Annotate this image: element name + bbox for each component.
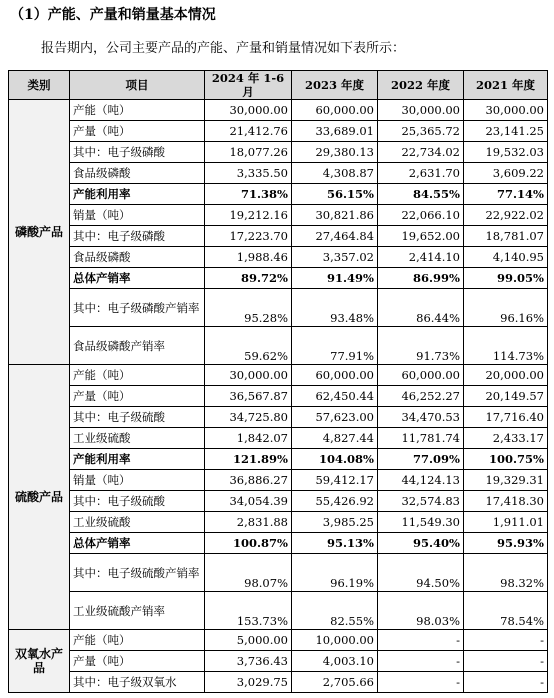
item-label: 其中：电子级硫酸产销率 [70,554,205,592]
item-label: 总体产销率 [70,533,205,554]
table-row [9,327,548,365]
intro-text: 报告期内，公司主要产品的产能、产量和销量情况如下表所示： [41,41,406,56]
value-cell: 19,532.03 [464,142,548,163]
value-cell: 3,609.22 [464,163,548,184]
value-cell: 1,842.07 [205,428,292,449]
value-cell: 100.75% [464,449,548,470]
value-cell: 17,418.30 [464,491,548,512]
value-cell: 34,054.39 [205,491,292,512]
value-cell: 84.55% [378,184,464,205]
value-cell: 30,000.00 [205,100,292,121]
table-row [9,651,548,672]
value-cell: 4,827.44 [292,428,378,449]
table-row [9,672,548,693]
value-cell: 20,000.00 [464,365,548,386]
value-cell: 2,433.17 [464,428,548,449]
item-label: 工业级硫酸产销率 [70,592,205,630]
value-cell: 94.50% [378,554,464,592]
item-label: 销量（吨） [70,470,205,491]
header-2021: 2021 年度 [464,71,548,100]
item-label: 其中：电子级磷酸产销率 [70,289,205,327]
value-cell: 1,988.46 [205,247,292,268]
table-row [9,592,548,630]
item-label: 其中：电子级磷酸 [70,142,205,163]
value-cell: - [378,630,464,651]
item-label: 总体产销率 [70,268,205,289]
value-cell: 30,821.86 [292,205,378,226]
table-row [9,491,548,512]
value-cell: 86.99% [378,268,464,289]
table-row [9,365,548,386]
value-cell: 62,450.44 [292,386,378,407]
value-cell: - [464,672,548,693]
value-cell: 29,380.13 [292,142,378,163]
category-cell: 磷酸产品 [9,100,70,365]
value-cell: 27,464.84 [292,226,378,247]
table-row [9,226,548,247]
value-cell: 3,357.02 [292,247,378,268]
value-cell: 30,000.00 [378,100,464,121]
table-row [9,268,548,289]
item-label: 其中：电子级硫酸 [70,407,205,428]
value-cell: 19,652.00 [378,226,464,247]
table-row [9,449,548,470]
value-cell: 56.15% [292,184,378,205]
production-sales-table [8,70,548,693]
table-row [9,163,548,184]
table-header-row [9,71,548,100]
item-label: 产量（吨） [70,121,205,142]
value-cell: 60,000.00 [292,100,378,121]
item-label: 产能（吨） [70,100,205,121]
value-cell: 25,365.72 [378,121,464,142]
table-row [9,407,548,428]
value-cell: 77.09% [378,449,464,470]
item-label: 工业级硫酸 [70,512,205,533]
value-cell: 55,426.92 [292,491,378,512]
value-cell: 4,140.95 [464,247,548,268]
table-row [9,533,548,554]
item-label: 其中：电子级硫酸 [70,491,205,512]
table-row [9,512,548,533]
value-cell: 21,412.76 [205,121,292,142]
header-2024h1: 2024 年 1-6 月 [205,71,292,100]
value-cell: 100.87% [205,533,292,554]
value-cell: 71.38% [205,184,292,205]
value-cell: 77.14% [464,184,548,205]
table-body [9,100,548,693]
value-cell: 20,149.57 [464,386,548,407]
item-label: 其中：电子级双氧水 [70,672,205,693]
value-cell: 19,212.16 [205,205,292,226]
item-label: 产能（吨） [70,365,205,386]
item-label: 产能（吨） [70,630,205,651]
value-cell: - [378,672,464,693]
value-cell: 3,029.75 [205,672,292,693]
item-label: 产量（吨） [70,651,205,672]
value-cell: 32,574.83 [378,491,464,512]
table-row [9,205,548,226]
value-cell: 91.49% [292,268,378,289]
value-cell: 82.55% [292,592,378,630]
table-row [9,142,548,163]
value-cell: - [464,651,548,672]
value-cell: 11,549.30 [378,512,464,533]
value-cell: 36,886.27 [205,470,292,491]
category-cell: 双氧水产品 [9,630,70,693]
table-row [9,289,548,327]
table-row [9,386,548,407]
header-2023: 2023 年度 [292,71,378,100]
table-row [9,428,548,449]
header-item: 项目 [70,71,205,100]
value-cell: 3,985.25 [292,512,378,533]
value-cell: 11,781.74 [378,428,464,449]
value-cell: 3,736.43 [205,651,292,672]
item-label: 食品级磷酸 [70,163,205,184]
item-label: 工业级硫酸 [70,428,205,449]
value-cell: 98.03% [378,592,464,630]
value-cell: 104.08% [292,449,378,470]
value-cell: 95.13% [292,533,378,554]
item-label: 其中：电子级磷酸 [70,226,205,247]
value-cell: 5,000.00 [205,630,292,651]
header-2022: 2022 年度 [378,71,464,100]
value-cell: - [464,630,548,651]
value-cell: 121.89% [205,449,292,470]
value-cell: 60,000.00 [292,365,378,386]
value-cell: 93.48% [292,289,378,327]
category-cell: 硫酸产品 [9,365,70,630]
value-cell: 23,141.25 [464,121,548,142]
table-row [9,121,548,142]
value-cell: 18,781.07 [464,226,548,247]
value-cell: 96.16% [464,289,548,327]
value-cell: 59.62% [205,327,292,365]
value-cell: 95.93% [464,533,548,554]
section-heading: （1）产能、产量和销量基本情况 [10,7,216,23]
value-cell: 4,003.10 [292,651,378,672]
value-cell: 78.54% [464,592,548,630]
value-cell: 19,329.31 [464,470,548,491]
value-cell: 77.91% [292,327,378,365]
value-cell: 60,000.00 [378,365,464,386]
item-label: 产量（吨） [70,386,205,407]
value-cell: 99.05% [464,268,548,289]
value-cell: 95.28% [205,289,292,327]
header-category: 类别 [9,71,70,100]
table-row [9,554,548,592]
value-cell: 114.73% [464,327,548,365]
value-cell: 2,831.88 [205,512,292,533]
value-cell: 153.73% [205,592,292,630]
value-cell: 95.40% [378,533,464,554]
value-cell: 18,077.26 [205,142,292,163]
value-cell: 98.07% [205,554,292,592]
item-label: 产能利用率 [70,449,205,470]
value-cell: - [378,651,464,672]
value-cell: 2,631.70 [378,163,464,184]
table-row [9,630,548,651]
value-cell: 33,689.01 [292,121,378,142]
item-label: 食品级磷酸 [70,247,205,268]
table-row [9,184,548,205]
value-cell: 2,705.66 [292,672,378,693]
value-cell: 91.73% [378,327,464,365]
table-row [9,470,548,491]
value-cell: 17,716.40 [464,407,548,428]
value-cell: 96.19% [292,554,378,592]
value-cell: 30,000.00 [464,100,548,121]
value-cell: 59,412.17 [292,470,378,491]
value-cell: 22,922.02 [464,205,548,226]
value-cell: 30,000.00 [205,365,292,386]
value-cell: 57,623.00 [292,407,378,428]
value-cell: 3,335.50 [205,163,292,184]
value-cell: 10,000.00 [292,630,378,651]
value-cell: 34,725.80 [205,407,292,428]
value-cell: 98.32% [464,554,548,592]
value-cell: 36,567.87 [205,386,292,407]
value-cell: 4,308.87 [292,163,378,184]
value-cell: 86.44% [378,289,464,327]
table-row [9,247,548,268]
item-label: 产能利用率 [70,184,205,205]
value-cell: 89.72% [205,268,292,289]
item-label: 销量（吨） [70,205,205,226]
value-cell: 1,911.01 [464,512,548,533]
value-cell: 22,734.02 [378,142,464,163]
table-row [9,100,548,121]
value-cell: 2,414.10 [378,247,464,268]
value-cell: 34,470.53 [378,407,464,428]
value-cell: 17,223.70 [205,226,292,247]
item-label: 食品级磷酸产销率 [70,327,205,365]
value-cell: 44,124.13 [378,470,464,491]
value-cell: 46,252.27 [378,386,464,407]
value-cell: 22,066.10 [378,205,464,226]
